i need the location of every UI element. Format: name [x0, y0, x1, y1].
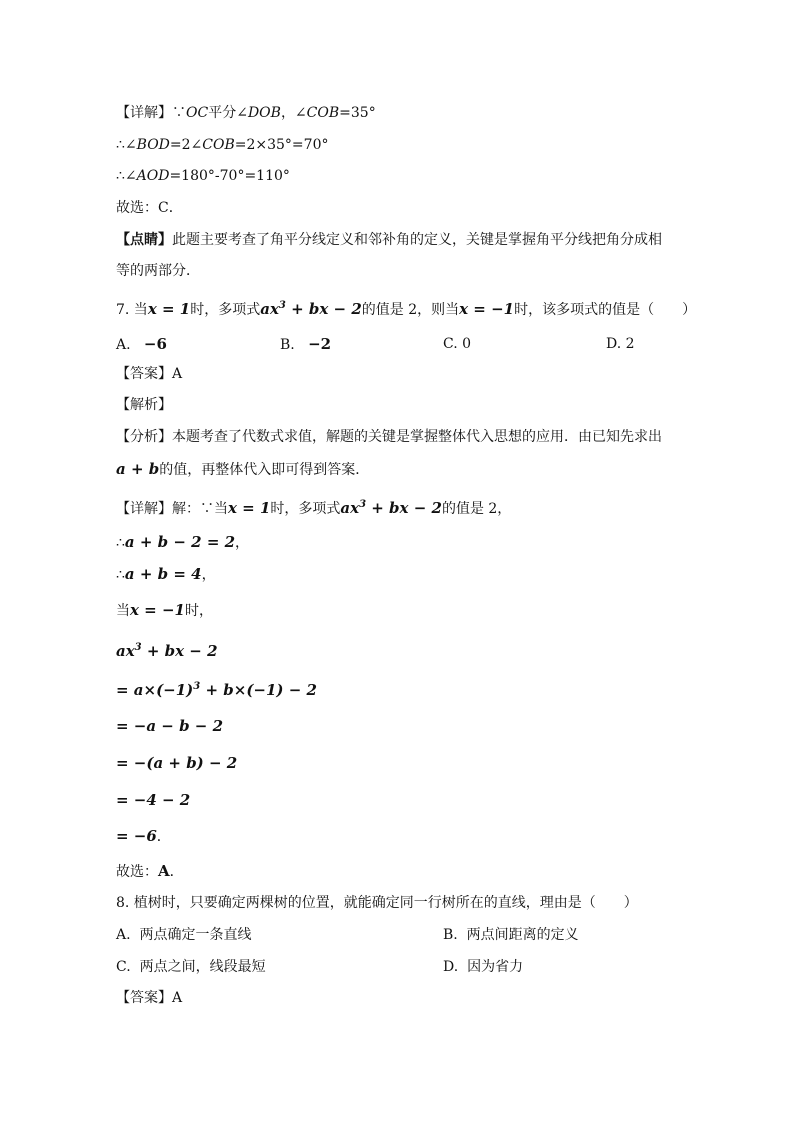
q7-fenxi-line-2 — [116, 459, 369, 480]
math-term: ax — [340, 499, 360, 517]
math-exponent: 3 — [278, 300, 286, 311]
q7-step-1 — [116, 532, 249, 553]
detail-line-2 — [116, 135, 328, 155]
option-label: A. — [116, 337, 131, 353]
option-label: D. — [606, 336, 622, 352]
math-term: + bx − 2 — [366, 499, 442, 517]
text: ， — [201, 567, 216, 583]
option-value: −2 — [308, 335, 332, 353]
angle-cob: COB — [202, 137, 235, 153]
option-label: B. — [280, 337, 295, 353]
text: =2∠ — [169, 137, 203, 153]
option-label: C. — [443, 336, 458, 352]
text: =35° — [339, 105, 376, 121]
math-exponent: 3 — [193, 681, 201, 692]
q7-option-c — [443, 334, 471, 354]
math-exponent: 3 — [134, 642, 142, 653]
option-label: B. — [443, 927, 458, 943]
detail-answer: 故选：C． — [116, 200, 183, 216]
option-text: 因为省力 — [467, 959, 524, 975]
math-expr: x = 1 — [228, 499, 271, 517]
q7-calc-1 — [116, 680, 317, 701]
option-value: 2 — [625, 336, 635, 352]
comment-line-1 — [116, 230, 662, 250]
angle-dob: DOB — [247, 105, 281, 121]
q7-analysis-tag: 【解析】 — [116, 397, 172, 413]
option-label: D. — [443, 959, 459, 975]
math-poly — [260, 300, 362, 318]
q7-detail-line — [116, 498, 511, 519]
detail-line-1 — [116, 103, 376, 123]
text: ∴∠ — [116, 137, 137, 153]
text: ，∠ — [280, 105, 307, 121]
math-expr: = −4 − 2 — [116, 791, 191, 809]
text: 的值是 2，则当 — [361, 302, 460, 318]
detail-line-3 — [116, 166, 290, 186]
math-expr: a + b − 2 = 2 — [124, 533, 236, 551]
angle-cob: COB — [306, 105, 340, 121]
q7-stem — [116, 299, 696, 320]
angle-bod: BOD — [136, 137, 170, 153]
math-expr: A — [158, 862, 170, 880]
math-expr: = −(a + b) − 2 — [116, 754, 238, 772]
math-expr: x = −1 — [130, 601, 185, 619]
q7-calc-5 — [116, 826, 171, 847]
math-poly — [340, 499, 442, 517]
text: 时，多项式 — [190, 302, 261, 318]
option-value: 0 — [462, 336, 472, 352]
q8-option-b — [443, 925, 579, 945]
q7-calc-2 — [116, 716, 223, 737]
q8-option-d — [443, 957, 523, 977]
angle-aod: AOD — [136, 168, 170, 184]
text: =180°-70°=110° — [169, 168, 290, 184]
math-expr: = −a − b − 2 — [116, 717, 224, 735]
math-expr: x = 1 — [147, 300, 191, 318]
text: 时， — [184, 603, 213, 619]
math-term: + bx − 2 — [285, 300, 362, 318]
math-term: ax — [116, 642, 135, 660]
option-text: 两点确定一条直线 — [139, 927, 252, 943]
math-expr: a + b — [116, 460, 160, 478]
option-label: A. — [116, 927, 131, 943]
text: 故选： — [116, 864, 158, 880]
text: ∴∠ — [116, 168, 137, 184]
therefore-symbol: ∴ — [116, 567, 125, 583]
q7-step-2 — [116, 564, 216, 585]
q7-option-d — [606, 334, 635, 354]
q7-choose — [116, 861, 184, 882]
q8-option-a — [116, 925, 251, 945]
q7-answer: 【答案】A — [116, 366, 183, 382]
q8-answer: 【答案】A — [116, 990, 183, 1006]
math-expr: a + b = 4 — [124, 565, 202, 583]
q7-calc-4 — [116, 790, 190, 811]
option-text: 两点之间，线段最短 — [139, 959, 266, 975]
option-value: −6 — [143, 335, 167, 353]
text: 时，多项式 — [270, 501, 341, 517]
text: 时，该多项式的值是（ ） — [514, 302, 697, 318]
text: 的值是 2， — [441, 501, 512, 517]
q7-fenxi-line-1: 【分析】本题考查了代数式求值，解题的关键是掌握整体代入思想的应用．由已知先求出 — [116, 429, 662, 445]
text: 当 — [116, 603, 130, 619]
q7-number: 7. 当 — [116, 302, 148, 318]
text: =2×35°=70° — [234, 137, 329, 153]
q7-calc-0 — [116, 641, 218, 662]
comment-tag: 【点睛】 — [116, 232, 172, 248]
math-poly — [116, 681, 317, 699]
math-term: + bx − 2 — [141, 642, 218, 660]
q8-option-c — [116, 957, 266, 977]
math-exponent: 3 — [359, 499, 367, 510]
detail-tag: 【详解】解：∵当 — [116, 501, 228, 517]
detail-tag: 【详解】∵ — [116, 105, 186, 121]
q7-calc-3 — [116, 753, 237, 774]
option-label: C. — [116, 959, 131, 975]
math-term: + b×(−1) − 2 — [200, 681, 317, 699]
math-expr: x = −1 — [459, 300, 515, 318]
comment-line-2: 等的两部分． — [116, 263, 200, 279]
math-poly — [116, 642, 218, 660]
q7-when-line — [116, 600, 213, 621]
text: ． — [156, 829, 171, 845]
comment-text: 此题主要考查了角平分线定义和邻补角的定义，关键是掌握角平分线把角分成相 — [172, 232, 662, 248]
q7-option-a — [116, 334, 167, 355]
text: ． — [169, 864, 184, 880]
text: 的值，再整体代入即可得到答案． — [159, 462, 370, 478]
option-text: 两点间距离的定义 — [466, 927, 579, 943]
q7-option-b — [280, 334, 331, 355]
math-term: = a×(−1) — [116, 681, 194, 699]
therefore-symbol: ∴ — [116, 535, 125, 551]
math-term: ax — [260, 300, 279, 318]
text: ， — [235, 535, 250, 551]
text: 平分∠ — [208, 105, 248, 121]
q8-stem: 8. 植树时，只要确定两棵树的位置，就能确定同一行树所在的直线，理由是（ ） — [116, 895, 638, 911]
math-expr: = −6 — [116, 827, 157, 845]
ray-oc: OC — [186, 105, 209, 121]
